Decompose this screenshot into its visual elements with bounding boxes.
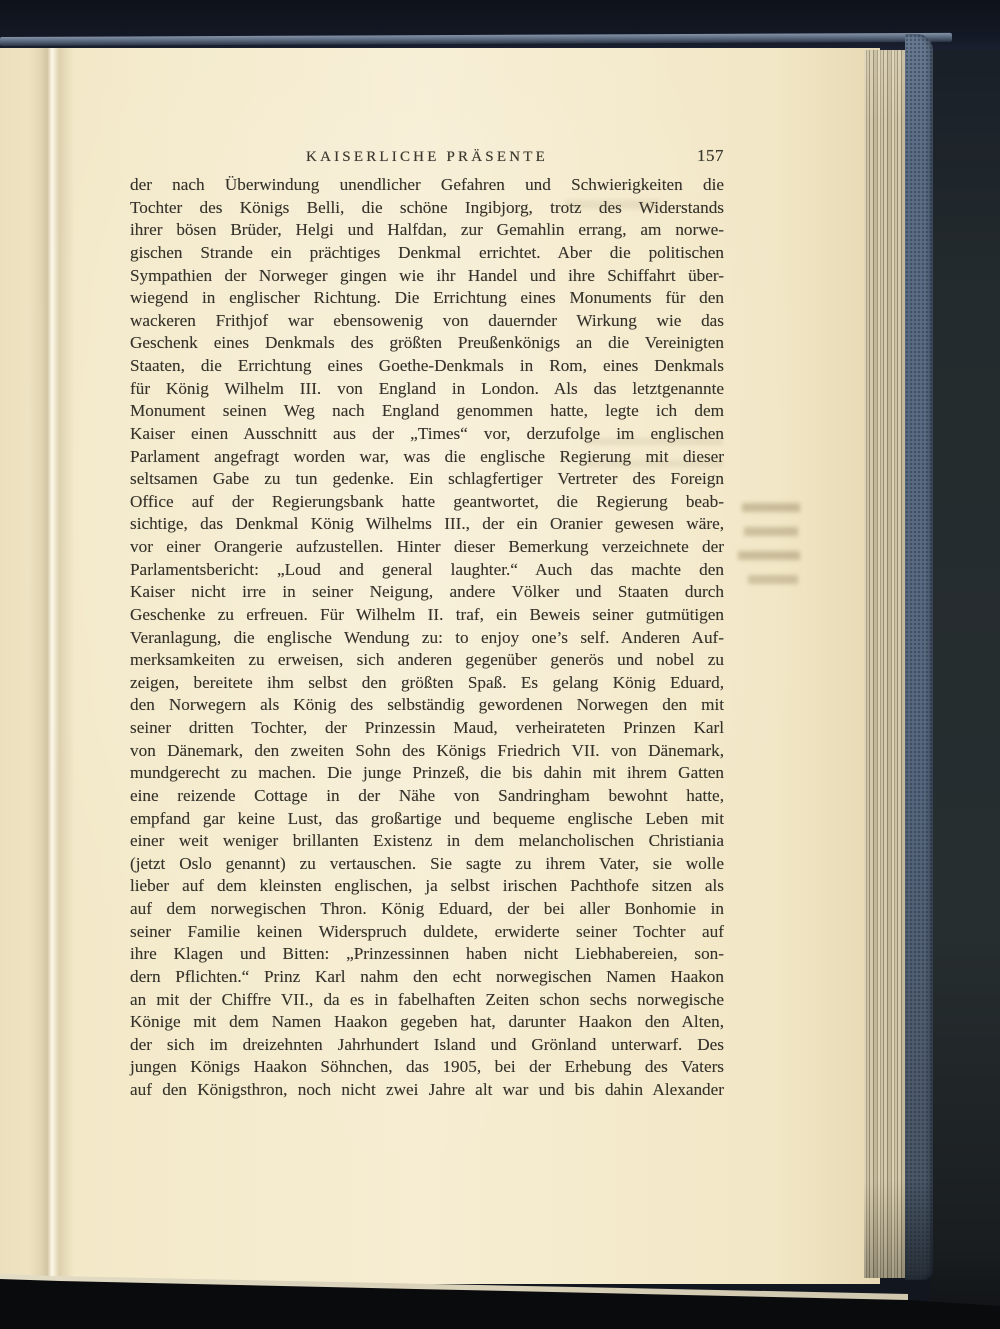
text-line: Kaiser einen Ausschnitt aus der „Times“ vor, derzufolge im englischen (130, 423, 724, 443)
text-line: Veranlagung, die englische Wendung zu: to enjoy one’s self. Anderen Auf- (130, 627, 724, 647)
text-line: Office auf der Regierungsbank hatte geantwortet, die Regierung beab- (130, 491, 724, 511)
text-line: gischen Strande ein prächtiges Denkmal errichtet. Aber die politischen (130, 242, 724, 262)
text-line: merksamkeiten zu erweisen, sich anderen gegenüber generös und nobel zu (130, 650, 724, 670)
text-line: mundgerecht zu machen. Die junge Prinzeß, die bis dahin mit ihrem Gatten (130, 763, 724, 783)
show-through-smudge (748, 575, 798, 584)
text-line: für König Wilhelm III. von England in London. Als das letztgenannte (130, 378, 724, 398)
page-number: 157 (697, 146, 724, 165)
text-line: lieber auf dem kleinsten englischen, ja selbst irischen Pachthofe sitzen als (130, 876, 724, 896)
text-line: Staaten, die Errichtung eines Goethe-Denkmals in Rom, eines Denkmals (130, 356, 724, 375)
text-line: Tochter des Königs Belli, die schöne Ingibjorg, trotz des Widerstands (130, 197, 724, 217)
text-line: Kaiser nicht irre in seiner Neigung, andere Völker und Staaten durch (130, 582, 724, 602)
text-line: jungen Königs Haakon Söhnchen, das 1905, bei der Erhebung des Vaters (130, 1057, 724, 1077)
text-line: der sich im dreizehnten Jahrhundert Island und Grönland unterwarf. Des (130, 1034, 724, 1054)
text-line: ihrer bösen Brüder, Helgi und Halfdan, zur Gemahlin errang, am norwe- (130, 220, 724, 240)
text-line: Sympathien der Norweger gingen wie ihr Handel und ihre Schiffahrt über- (130, 265, 724, 285)
text-line: seiner Familie keinen Widerspruch duldete, erwiderte seiner Tochter auf (130, 921, 724, 941)
text-line: Parlament angefragt worden war, was die englische Regierung mit dieser (130, 446, 724, 466)
text-line: seltsamen Gabe zu tun gedenke. Ein schlagfertiger Vertreter des Foreign (130, 469, 724, 489)
text-line: Parlamentsbericht: „Loud and general laughter.“ Auch das machte den (130, 559, 724, 579)
text-line: vor einer Orangerie aufzustellen. Hinter dieser Bemerkung verzeichnete der (130, 537, 724, 556)
text-line: seiner dritten Tochter, der Prinzessin Maud, verheirateten Prinzen Karl (130, 718, 724, 737)
book-cover-cloth-edge (905, 34, 933, 1280)
text-line: auf den Königsthron, noch nicht zwei Jahre alt war und bis dahin Alexander (130, 1080, 724, 1099)
text-line: zeigen, bereitete ihm selbst den größten Spaß. Es gelang König Eduard, (130, 672, 724, 692)
text-line: an mit der Chiffre VII., da es in fabelhaften Zeiten schon sechs norwegische (130, 989, 724, 1009)
text-line: Geschenke zu erfreuen. Für Wilhelm II. traf, ein Beweis seiner gutmütigen (130, 604, 724, 624)
text-line: wackeren Frithjof war ebensowenig von dauernder Wirkung wie das (130, 310, 724, 330)
page-stack-fore-edge (864, 50, 908, 1278)
background-right (930, 0, 1000, 1329)
page-header-title: KAISERLICHE PRÄSENTE (306, 149, 548, 165)
text-line: dern Pflichten.“ Prinz Karl nahm den echt norwegischen Namen Haakon (130, 966, 724, 986)
text-line: der nach Überwindung unendlicher Gefahren und Schwierigkeiten die (130, 175, 724, 194)
text-line: eine reizende Cottage in der Nähe von Sandringham bewohnt hatte, (130, 785, 724, 805)
text-line: sichtige, das Denkmal König Wilhelms III., der ein Oranier gewesen wäre, (130, 514, 724, 534)
text-line: (jetzt Oslo genannt) zu vertauschen. Sie sagte zu ihrem Vater, sie wolle (130, 853, 724, 873)
gutter-shadow (28, 48, 74, 1284)
text-line: einer weit weniger brillanten Existenz in dem melancholischen Christiania (130, 831, 724, 851)
text-line: auf dem norwegischen Thron. König Eduard, der bei aller Bonhomie in (130, 899, 724, 918)
book-page (0, 48, 880, 1284)
text-line: von Dänemark, den zweiten Sohn des Königs Friedrich VII. von Dänemark, (130, 740, 724, 760)
text-line: ihre Klagen und Bitten: „Prinzessinnen haben nicht Liebhabereien, son- (130, 944, 724, 964)
text-line: Könige mit dem Namen Haakon gegeben hat, darunter Haakon den Alten, (130, 1012, 724, 1032)
text-line: Monument seinen Weg nach England genommen hatte, legte ich dem (130, 401, 724, 421)
text-line: den Norwegern als König des selbständig gewordenen Norwegen den mit (130, 695, 724, 715)
text-line: wiegend in englischer Richtung. Die Errichtung eines Monuments für den (130, 288, 724, 308)
show-through-smudge (738, 551, 800, 560)
running-header (130, 148, 724, 168)
show-through-smudge (742, 503, 800, 512)
show-through-smudge (744, 527, 798, 536)
text-line: Geschenk eines Denkmals des größten Preußenkönigs an die Vereinigten (130, 333, 724, 353)
body-text (130, 174, 724, 1102)
text-line: empfand gar keine Lust, das großartige und bequeme englische Leben mit (130, 808, 724, 828)
